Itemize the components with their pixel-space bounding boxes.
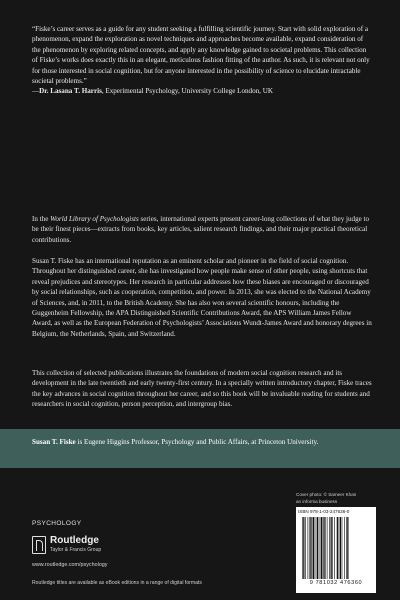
collection-description: This collection of selected publications illustrates the foundations of modern social cognition research and its development in the late twentieth and early twenty-first century. In a specially written introductory chapter, Fiske traces the key advances in social cognition throughout her career, and so this book will be invaluable reading for students and researchers in social cognition, person perception, and intergroup bias. <box>32 369 372 409</box>
quote-attribution <box>32 86 372 96</box>
routledge-logo-icon <box>32 536 46 554</box>
author-biography: Susan T. Fiske has an international reputation as an eminent scholar and pioneer in the field of social cognition. Throughout her distinguished career, she has investigated how people make sense of other people, using shortcuts that reveal prejudices and stereotypes. Her research in particular addresses how these biases are encouraged or discouraged by social relationships, such as cooperation, competition, and power. In 2013, she was elected to the National Academy of Sciences, and, in 2011, to the British Academy. She has also won several scientific honours, including the Guggenheim Fellowship, the APA Distinguished Scientific Contributions Award, the APS William James Fellow Award, as well as the European Federation of Psychologists’ Associations Wundt-James Award and honorary degrees in Belgium, the Netherlands, Spain, and Switzerland. <box>32 257 372 338</box>
quote-text: “Fiske’s career serves as a guide for any student seeking a fulfilling scientific journey. Start with solid exploration of a phenomenon, expand the exploration as novel techniques and approaches become available, expand consideration of the phenomenon by exploring related concepts, and apply any knowledge gained to societal problems. This collection of Fiske’s works does exactly this in an elegant, meticulous fashion fitting of the author. As such, it is relevant not only for those interested in social cognition, but for anyone interested in the possibility of science to elucidate intractable societal problems.” <box>32 25 370 86</box>
barcode-icon <box>301 517 371 579</box>
endorsement-quote <box>32 24 372 97</box>
cover-credit <box>296 492 386 505</box>
isbn-text: ISBN 978-1-03-247636-0 <box>298 509 350 514</box>
subject-label: PSYCHOLOGY <box>32 520 82 527</box>
barcode-digits: 9 781032 476360 <box>309 580 363 586</box>
author-title: is Eugene Higgins Professor, Psychology and Public Affairs, at Princeton University. <box>75 438 319 446</box>
barcode-panel <box>296 507 376 593</box>
publisher-url[interactable]: www.routledge.com/psychology <box>32 562 108 568</box>
author-band <box>0 429 400 468</box>
author-name: Susan T. Fiske <box>32 438 76 446</box>
series-text-post: series, international experts present career-long collections of what they judge to be their finest pieces—extracts from books, key articles, salient research findings, and their major practical theoretical contributions. <box>32 215 370 244</box>
series-text-pre: In the <box>32 215 51 223</box>
publisher-tagline: Taylor & Francis Group <box>50 547 102 553</box>
attribution-affiliation: , Experimental Psychology, University College London, UK <box>101 87 273 96</box>
series-description <box>32 214 372 245</box>
ebook-note: Routledge titles are available as eBook editions in a range of digital formats <box>32 580 202 586</box>
author-band-text <box>32 437 372 447</box>
informa-business: an informa business <box>296 498 338 504</box>
cover-photo-credit: Cover photo: © Sameer Khan <box>296 492 357 497</box>
publisher-name: Routledge <box>50 535 99 546</box>
attribution-name: Dr. Lasana T. Harris <box>39 87 102 96</box>
series-name: World Library of Psychologists <box>50 215 139 223</box>
attribution-dash: — <box>32 87 40 96</box>
publisher-logo <box>32 535 152 557</box>
